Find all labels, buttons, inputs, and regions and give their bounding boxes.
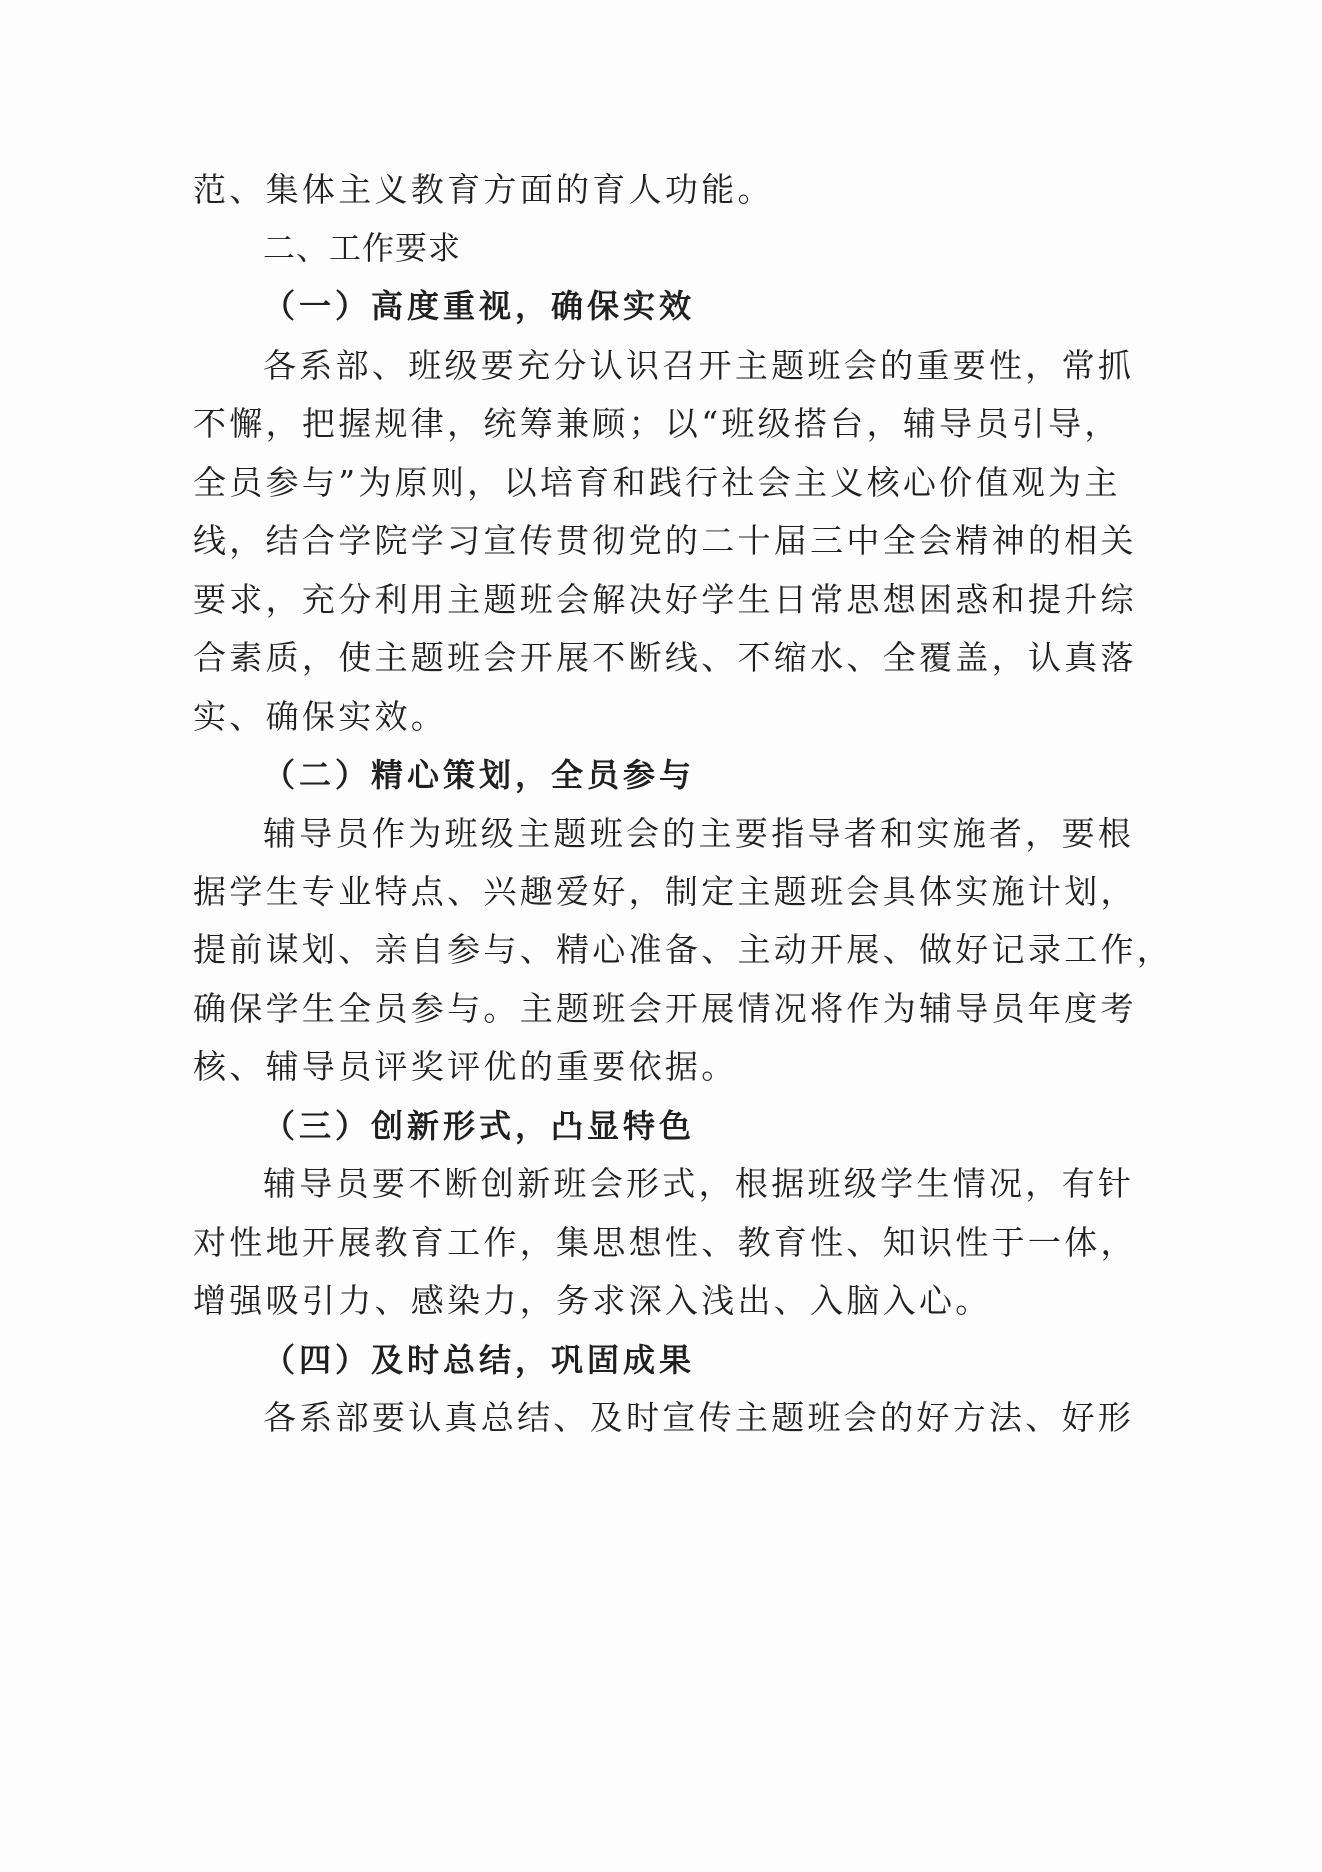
paragraph-1-line: 全员参与”为原则，以培育和践行社会主义核心价值观为主	[193, 463, 1121, 502]
subheading-4: （四）及时总结，巩固成果	[263, 1341, 696, 1379]
paragraph-continuation-line: 范、集体主义教育方面的育人功能。	[193, 170, 774, 209]
paragraph-3-line: 增强吸引力、感染力，务求深入浅出、入脑入心。	[193, 1281, 992, 1320]
paragraph-2-line: 提前谋划、亲自参与、精心准备、主动开展、做好记录工作，	[193, 930, 1174, 969]
paragraph-1-line: 各系部、班级要充分认识召开主题班会的重要性，常抓	[263, 346, 1135, 385]
paragraph-2-line: 辅导员作为班级主题班会的主要指导者和实施者，要根	[263, 814, 1135, 853]
paragraph-2-line: 确保学生全员参与。主题班会开展情况将作为辅导员年度考	[193, 989, 1137, 1028]
paragraph-2-line: 核、辅导员评奖评优的重要依据。	[193, 1047, 738, 1086]
paragraph-1-line: 实、确保实效。	[193, 697, 448, 736]
section-heading-work-requirements: 二、工作要求	[263, 229, 462, 267]
paragraph-4-line: 各系部要认真总结、及时宣传主题班会的好方法、好形	[263, 1398, 1135, 1437]
paragraph-1-line: 不懈，把握规律，统筹兼顾；以“班级搭台，辅导员引导，	[193, 404, 1121, 443]
paragraph-1-line: 线，结合学院学习宣传贯彻党的二十届三中全会精神的相关	[193, 521, 1137, 560]
subheading-2: （二）精心策划，全员参与	[263, 756, 696, 794]
subheading-1: （一）高度重视，确保实效	[263, 287, 696, 325]
paragraph-3-line: 辅导员要不断创新班会形式，根据班级学生情况，有针	[263, 1164, 1135, 1203]
paragraph-2-line: 据学生专业特点、兴趣爱好，制定主题班会具体实施计划，	[193, 872, 1137, 911]
paragraph-1-line: 要求，充分利用主题班会解决好学生日常思想困惑和提升综	[193, 580, 1137, 619]
subheading-3: （三）创新形式，凸显特色	[263, 1107, 696, 1145]
paragraph-1-line: 合素质，使主题班会开展不断线、不缩水、全覆盖，认真落	[193, 638, 1137, 677]
paragraph-3-line: 对性地开展教育工作，集思想性、教育性、知识性于一体，	[193, 1223, 1137, 1262]
